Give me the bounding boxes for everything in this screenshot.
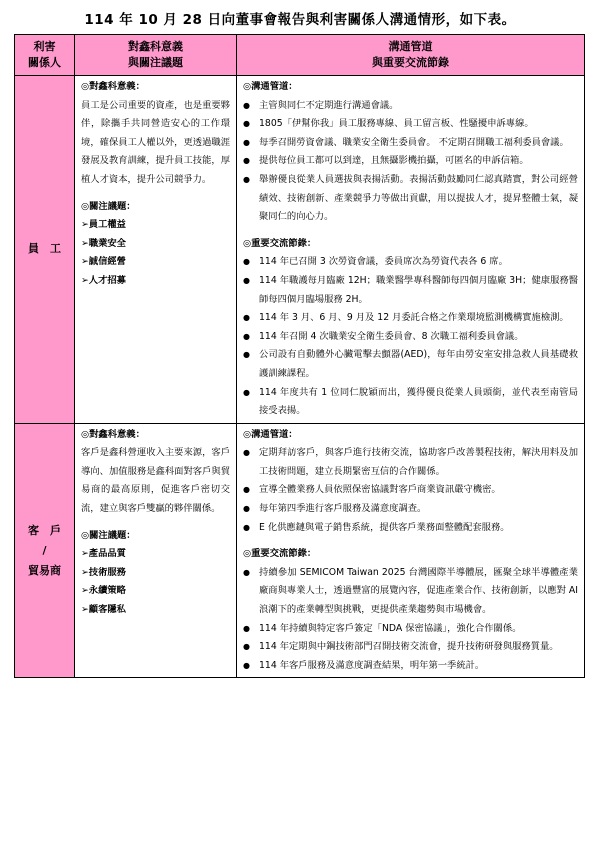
highlight-item: ● 114 年持續與特定客戶簽定「NDA 保密協議」，強化合作關係。 (243, 620, 578, 639)
channel-item: ● 定期拜訪客戶，與客戶進行技術交流，協助客戶改善製程技術，解決用料及加工技術問題，建立長期緊密互信的合作關係。 (243, 444, 578, 481)
meaning-text: 客戶是鑫科營運收入主要來源，客戶導向、加值服務是鑫科面對客戶與貿易商的最高原則，促進客戶密切交流，建立與客戶雙贏的夥伴關係。 (81, 447, 230, 515)
header-meaning-line: 對鑫科意義 (128, 40, 183, 53)
page-title: 114 年 10 月 28 日向董事會報告與利害關係人溝通情形，如下表。 (84, 12, 516, 28)
table-row (15, 76, 585, 424)
spacer (243, 537, 578, 545)
highlights-heading: ◎重要交流節錄： (243, 548, 317, 560)
highlight-item: ● 114 年召開 4 次職業安全衛生委員會、8 次職工福利委員會議。 (243, 328, 578, 347)
highlight-item: ● 114 年客戶服務及滿意度調查結果，明年第一季統計。 (243, 657, 578, 676)
meaning-cell (75, 423, 237, 678)
focus-heading: ◎關注議題： (81, 529, 136, 541)
stakeholder-label: 員 工 (28, 242, 61, 256)
channel-content (237, 424, 584, 678)
stakeholder-label: 客 戶 (28, 523, 61, 537)
highlight-item: ● 公司設有自動體外心臟電擊去顫器(AED)，每年由勞安室安排急救人員基礎救護訓練課程。 (243, 346, 578, 383)
focus-item: ➢誠信經營 (81, 256, 126, 268)
spacer (81, 190, 230, 198)
focus-item: ➢員工權益 (81, 219, 126, 231)
channel-heading: ◎溝通管道： (243, 81, 298, 92)
focus-item: ➢產品品質 (81, 548, 126, 560)
highlight-item: ● 114 年已召開 3 次勞資會議，委員席次為勞資代表各 6 席。 (243, 253, 578, 272)
channel-cell (237, 423, 585, 678)
highlight-item: ● 持續參加 SEMICOM Taiwan 2025 台灣國際半導體展，匯聚全球半導體產業廠商與專業人士，透過豐富的展覽內容，促進產業合作、技術創新，以應對 AI 浪潮下的產業轉型與挑戰，更提供產業趨勢與市場機會。 (243, 564, 578, 620)
highlights-list (243, 564, 578, 676)
meaning-content (75, 76, 236, 293)
header-meaning (75, 35, 237, 76)
stakeholder-cell (15, 423, 75, 678)
meaning-heading: ◎對鑫科意義： (81, 81, 145, 92)
highlights-list (243, 253, 578, 420)
header-meaning-line: 與關注議題 (128, 56, 183, 69)
stakeholder-communication-table (14, 34, 585, 678)
channel-item: ● E 化供應鏈與電子銷售系統，提供客戶業務面整體配套服務。 (243, 519, 578, 538)
header-channel-line: 與重要交流節錄 (372, 56, 449, 69)
spacer (81, 519, 230, 527)
channel-item: ● 主管與同仁不定期進行溝通會議。 (243, 97, 578, 116)
meaning-text: 員工是公司重要的資產，也是重要夥伴，除攜手共同營造安心的工作環境，確保員工人權以外，更透過職涯發展及教育訓練，提升員工技能，厚植人才資本，提升公司競爭力。 (81, 99, 230, 185)
channel-list (243, 97, 578, 227)
focus-item: ➢顧客隱私 (81, 604, 126, 616)
meaning-heading: ◎對鑫科意義： (81, 428, 145, 440)
highlight-item: ● 114 年度共有 1 位同仁脫穎而出，獲得優良從業人員頭銜，並代表至南管局接受表揚。 (243, 384, 578, 421)
channel-item: ● 1805「伊幫你我」員工服務專線、員工留言板、性騷擾申訴專線。 (243, 115, 578, 134)
highlights-heading: ◎重要交流節錄： (243, 237, 317, 249)
channel-item: ● 每年第四季進行客戶服務及滿意度調查。 (243, 500, 578, 519)
channel-list (243, 444, 578, 537)
channel-item: ● 提供每位員工都可以到達，且無攝影機拍攝，可匿名的申訴信箱。 (243, 152, 578, 171)
focus-item: ➢人才招募 (81, 274, 126, 286)
header-stakeholder-line: 關係人 (28, 56, 61, 69)
meaning-cell (75, 76, 237, 424)
channel-item: ● 宣導全體業務人員依照保密協議對客戶商業資訊嚴守機密。 (243, 481, 578, 500)
stakeholder-label: / (42, 543, 47, 557)
table-row (15, 423, 585, 678)
stakeholder-label: 貿易商 (28, 563, 61, 577)
focus-item: ➢永續策略 (81, 585, 126, 597)
highlight-item: ● 114 年職護每月臨廠 12H；職業醫學專科醫師每四個月臨廠 3H；健康服務醫師每四個月臨場服務 2H。 (243, 272, 578, 309)
focus-item: ➢職業安全 (81, 237, 126, 249)
channel-item: ● 每季召開勞資會議、職業安全衛生委員會。 不定期召開職工福利委員會議。 (243, 134, 578, 153)
highlight-item: ● 114 年 3 月、6 月、9 月及 12 月委託合格之作業環境監測機構實施檢測。 (243, 309, 578, 328)
spacer (243, 227, 578, 235)
table-header-row (15, 35, 585, 76)
focus-heading: ◎關注議題： (81, 200, 136, 212)
meaning-content (75, 424, 236, 622)
header-channel (237, 35, 585, 76)
stakeholder-cell (15, 76, 75, 424)
header-stakeholder (15, 35, 75, 76)
channel-heading: ◎溝通管道： (243, 428, 298, 440)
header-channel-line: 溝通管道 (388, 40, 433, 53)
highlight-item: ● 114 年定期與中鋼技術部門召開技術交流會，提升技術研發與服務質量。 (243, 638, 578, 657)
focus-item: ➢技術服務 (81, 566, 126, 578)
channel-item: ● 舉辦優良從業人員選拔與表揚活動。表揚活動鼓勵同仁認真踏實，對公司經營績效、技術創新、產業競爭力等做出貢獻，用以提拔人才，提昇整體士氣，凝聚同仁的向心力。 (243, 171, 578, 227)
header-stakeholder-line: 利害 (33, 40, 56, 53)
channel-cell (237, 76, 585, 424)
channel-content (237, 76, 584, 423)
